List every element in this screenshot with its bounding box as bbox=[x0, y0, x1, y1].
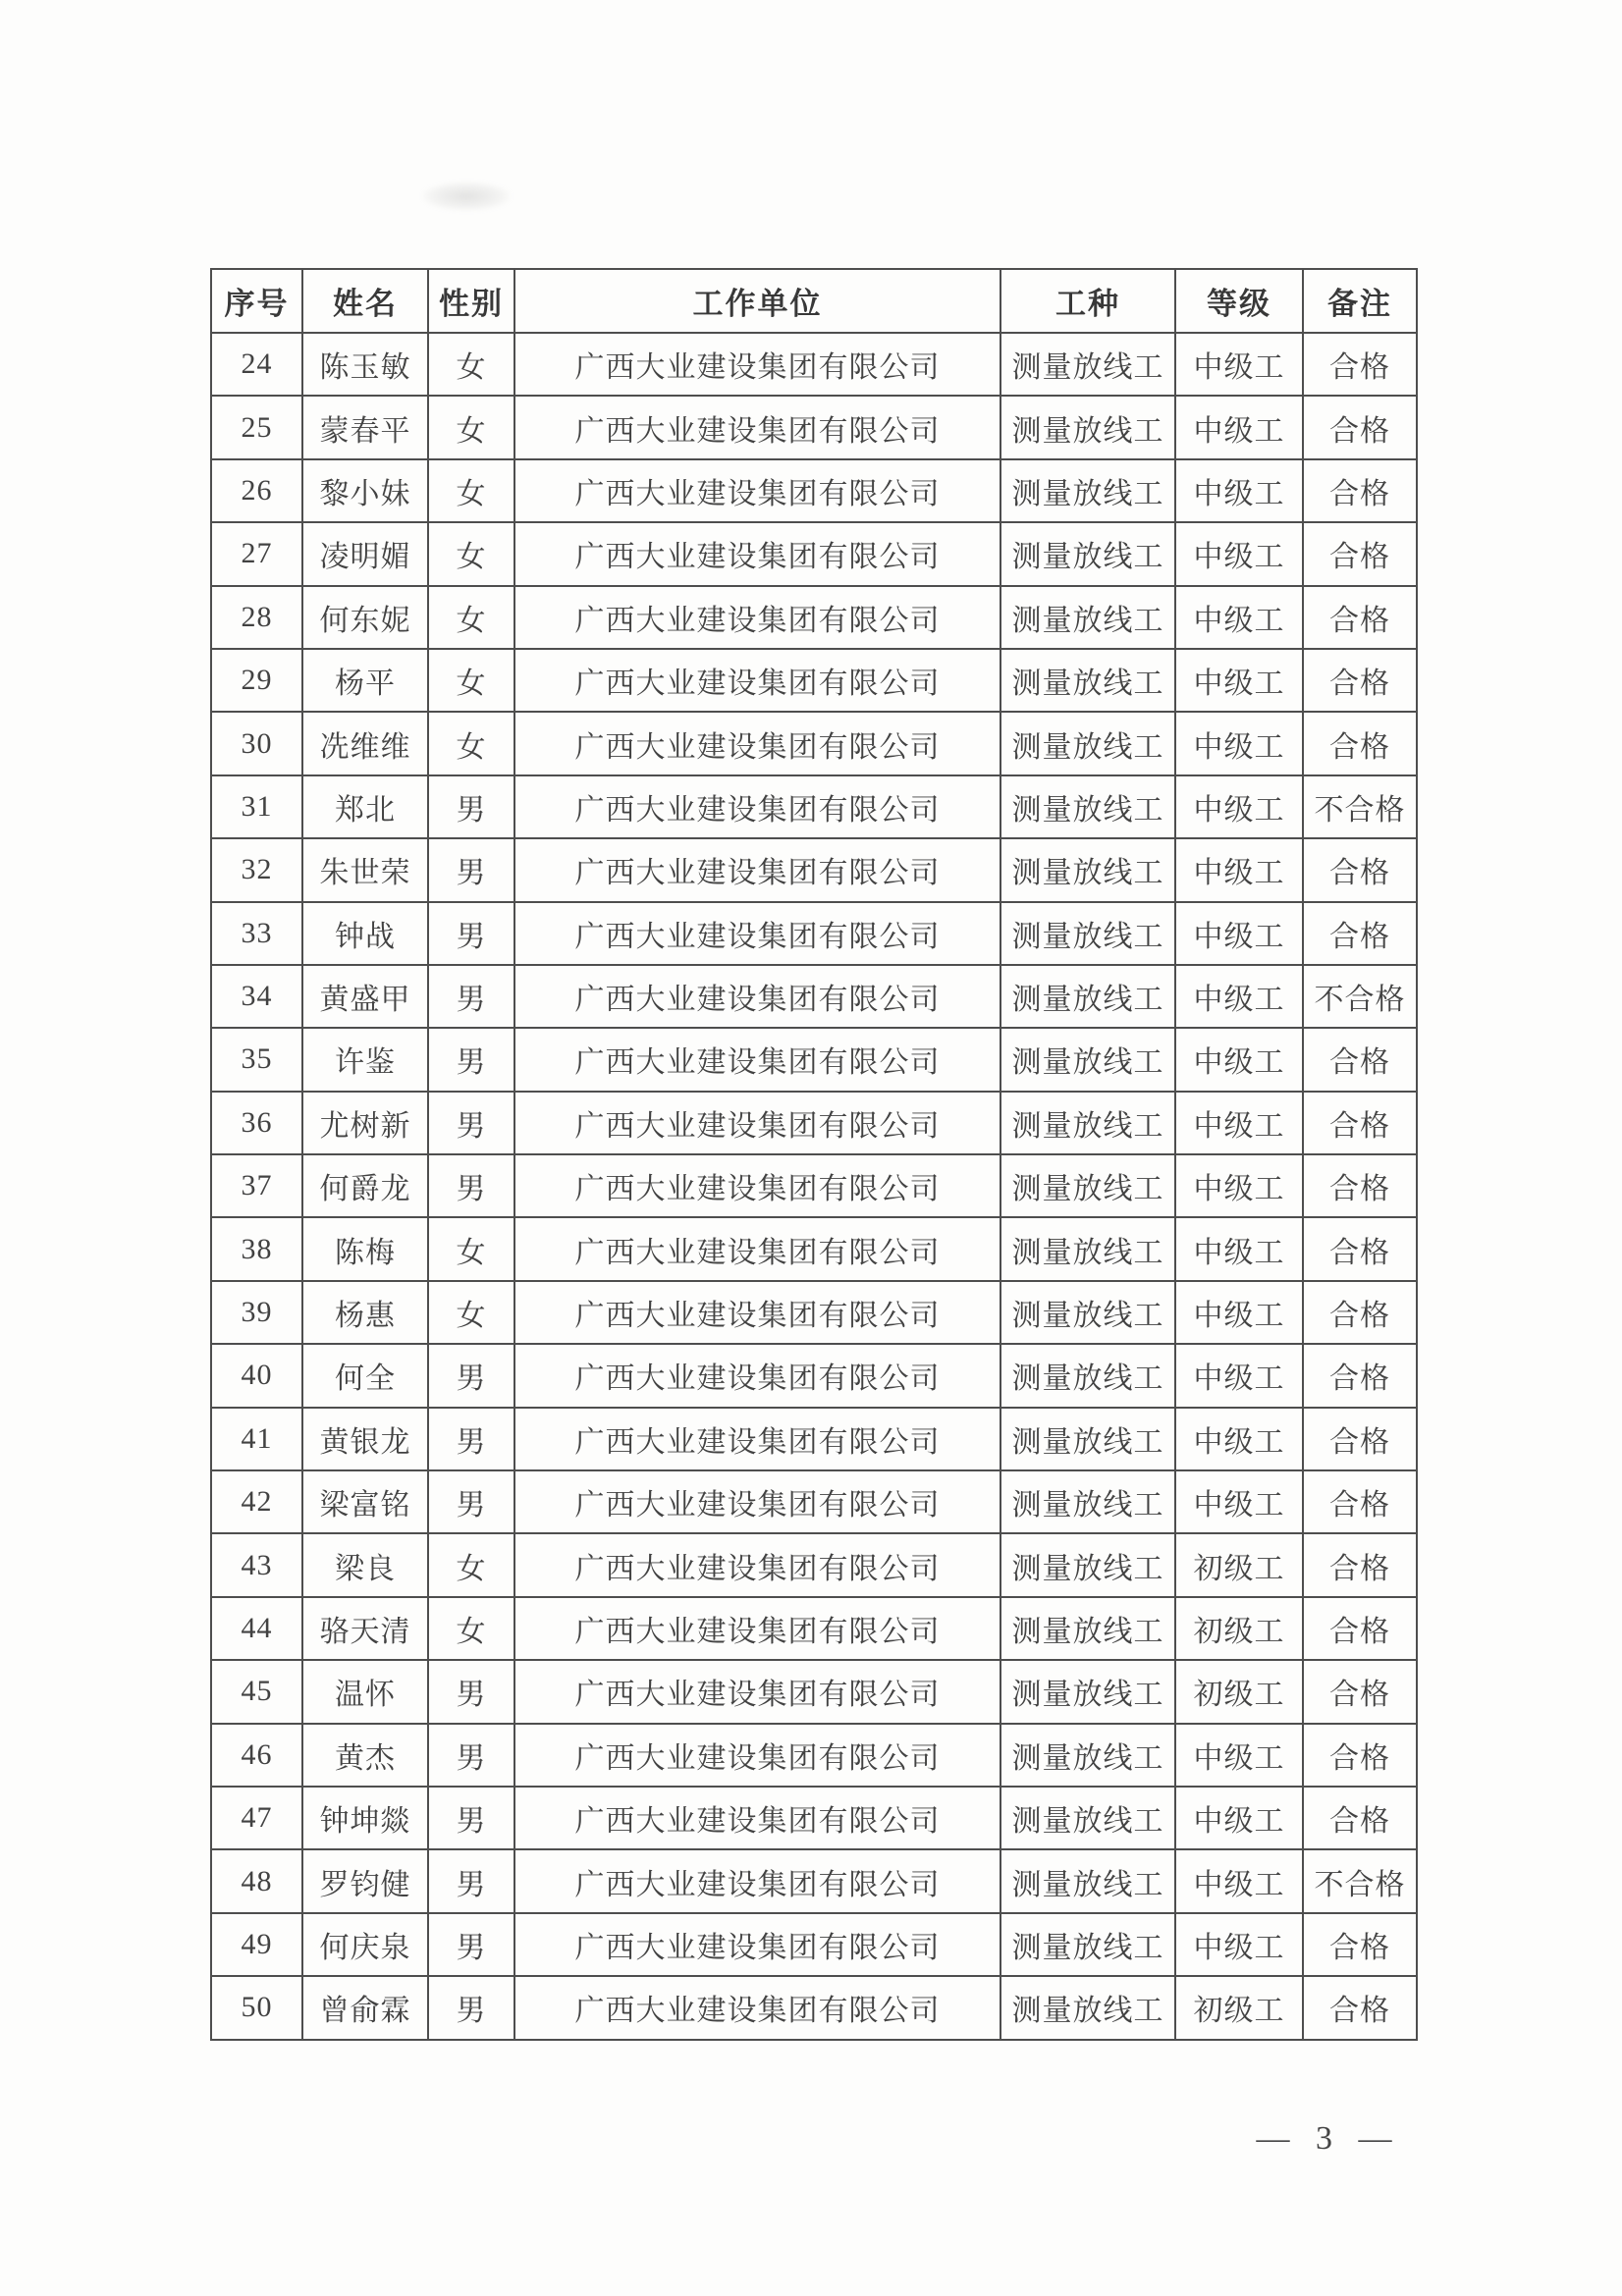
cell-remark: 合格 bbox=[1303, 522, 1417, 585]
cell-gender: 男 bbox=[428, 1787, 514, 1849]
header-serial-number: 序号 bbox=[211, 269, 302, 333]
cell-work-unit: 广西大业建设集团有限公司 bbox=[514, 1217, 1000, 1280]
cell-grade: 中级工 bbox=[1175, 838, 1303, 901]
table-row bbox=[211, 1408, 1417, 1470]
cell-grade: 中级工 bbox=[1175, 1217, 1303, 1280]
cell-remark: 合格 bbox=[1303, 1154, 1417, 1217]
cell-gender: 女 bbox=[428, 586, 514, 649]
cell-gender: 男 bbox=[428, 1660, 514, 1723]
cell-work-unit: 广西大业建设集团有限公司 bbox=[514, 459, 1000, 522]
cell-serial-number: 36 bbox=[211, 1092, 302, 1154]
cell-serial-number: 26 bbox=[211, 459, 302, 522]
cell-serial-number: 49 bbox=[211, 1913, 302, 1976]
cell-serial-number: 38 bbox=[211, 1217, 302, 1280]
cell-work-unit: 广西大业建设集团有限公司 bbox=[514, 1028, 1000, 1091]
cell-remark: 不合格 bbox=[1303, 1849, 1417, 1912]
table-row bbox=[211, 333, 1417, 396]
cell-serial-number: 40 bbox=[211, 1344, 302, 1407]
cell-trade: 测量放线工 bbox=[1000, 1849, 1175, 1912]
cell-name: 钟坤燚 bbox=[302, 1787, 428, 1849]
cell-remark: 合格 bbox=[1303, 1217, 1417, 1280]
table-row bbox=[211, 1154, 1417, 1217]
table-row bbox=[211, 1217, 1417, 1280]
table-row bbox=[211, 775, 1417, 838]
cell-remark: 合格 bbox=[1303, 649, 1417, 712]
cell-name: 何全 bbox=[302, 1344, 428, 1407]
cell-work-unit: 广西大业建设集团有限公司 bbox=[514, 1470, 1000, 1533]
cell-serial-number: 32 bbox=[211, 838, 302, 901]
cell-work-unit: 广西大业建设集团有限公司 bbox=[514, 1597, 1000, 1660]
cell-gender: 女 bbox=[428, 649, 514, 712]
cell-gender: 男 bbox=[428, 1092, 514, 1154]
table-row bbox=[211, 1913, 1417, 1976]
cell-name: 罗钧健 bbox=[302, 1849, 428, 1912]
table-row bbox=[211, 1976, 1417, 2039]
cell-name: 凌明媚 bbox=[302, 522, 428, 585]
table-row bbox=[211, 1597, 1417, 1660]
cell-work-unit: 广西大业建设集团有限公司 bbox=[514, 775, 1000, 838]
cell-remark: 合格 bbox=[1303, 1408, 1417, 1470]
cell-trade: 测量放线工 bbox=[1000, 1344, 1175, 1407]
cell-name: 钟战 bbox=[302, 902, 428, 965]
cell-trade: 测量放线工 bbox=[1000, 1660, 1175, 1723]
cell-trade: 测量放线工 bbox=[1000, 1787, 1175, 1849]
cell-remark: 合格 bbox=[1303, 396, 1417, 458]
cell-grade: 中级工 bbox=[1175, 775, 1303, 838]
cell-name: 梁良 bbox=[302, 1533, 428, 1596]
cell-name: 梁富铭 bbox=[302, 1470, 428, 1533]
table-row bbox=[211, 1470, 1417, 1533]
cell-trade: 测量放线工 bbox=[1000, 396, 1175, 458]
cell-remark: 合格 bbox=[1303, 1470, 1417, 1533]
cell-grade: 初级工 bbox=[1175, 1533, 1303, 1596]
cell-grade: 中级工 bbox=[1175, 1408, 1303, 1470]
table-row bbox=[211, 965, 1417, 1028]
cell-remark: 合格 bbox=[1303, 1787, 1417, 1849]
cell-work-unit: 广西大业建设集团有限公司 bbox=[514, 965, 1000, 1028]
cell-trade: 测量放线工 bbox=[1000, 1597, 1175, 1660]
cell-remark: 合格 bbox=[1303, 1092, 1417, 1154]
cell-trade: 测量放线工 bbox=[1000, 1092, 1175, 1154]
cell-trade: 测量放线工 bbox=[1000, 965, 1175, 1028]
cell-serial-number: 50 bbox=[211, 1976, 302, 2039]
cell-grade: 中级工 bbox=[1175, 1913, 1303, 1976]
cell-grade: 中级工 bbox=[1175, 522, 1303, 585]
cell-name: 黄银龙 bbox=[302, 1408, 428, 1470]
table-row bbox=[211, 649, 1417, 712]
cell-trade: 测量放线工 bbox=[1000, 712, 1175, 774]
cell-name: 何爵龙 bbox=[302, 1154, 428, 1217]
cell-grade: 中级工 bbox=[1175, 1092, 1303, 1154]
cell-trade: 测量放线工 bbox=[1000, 1154, 1175, 1217]
table-row bbox=[211, 586, 1417, 649]
cell-gender: 男 bbox=[428, 1344, 514, 1407]
cell-trade: 测量放线工 bbox=[1000, 522, 1175, 585]
cell-serial-number: 46 bbox=[211, 1724, 302, 1787]
cell-grade: 中级工 bbox=[1175, 712, 1303, 774]
cell-gender: 男 bbox=[428, 1408, 514, 1470]
cell-work-unit: 广西大业建设集团有限公司 bbox=[514, 522, 1000, 585]
cell-serial-number: 37 bbox=[211, 1154, 302, 1217]
cell-work-unit: 广西大业建设集团有限公司 bbox=[514, 333, 1000, 396]
cell-gender: 男 bbox=[428, 1154, 514, 1217]
cell-remark: 不合格 bbox=[1303, 775, 1417, 838]
cell-grade: 中级工 bbox=[1175, 1724, 1303, 1787]
table-row bbox=[211, 838, 1417, 901]
cell-remark: 合格 bbox=[1303, 902, 1417, 965]
cell-gender: 男 bbox=[428, 1470, 514, 1533]
cell-remark: 合格 bbox=[1303, 1028, 1417, 1091]
cell-name: 陈玉敏 bbox=[302, 333, 428, 396]
table-row bbox=[211, 1787, 1417, 1849]
table-row bbox=[211, 1344, 1417, 1407]
table-header bbox=[211, 269, 1417, 333]
cell-grade: 中级工 bbox=[1175, 396, 1303, 458]
cell-name: 杨平 bbox=[302, 649, 428, 712]
cell-gender: 女 bbox=[428, 712, 514, 774]
cell-gender: 女 bbox=[428, 1533, 514, 1596]
cell-trade: 测量放线工 bbox=[1000, 1028, 1175, 1091]
cell-work-unit: 广西大业建设集团有限公司 bbox=[514, 1660, 1000, 1723]
cell-remark: 合格 bbox=[1303, 1597, 1417, 1660]
header-grade: 等级 bbox=[1175, 269, 1303, 333]
cell-trade: 测量放线工 bbox=[1000, 1217, 1175, 1280]
cell-remark: 合格 bbox=[1303, 1281, 1417, 1344]
cell-trade: 测量放线工 bbox=[1000, 838, 1175, 901]
cell-gender: 男 bbox=[428, 902, 514, 965]
scan-smudge bbox=[422, 182, 511, 211]
cell-grade: 中级工 bbox=[1175, 1849, 1303, 1912]
cell-work-unit: 广西大业建设集团有限公司 bbox=[514, 1092, 1000, 1154]
cell-grade: 中级工 bbox=[1175, 1344, 1303, 1407]
cell-remark: 合格 bbox=[1303, 1976, 1417, 2039]
table-row bbox=[211, 1533, 1417, 1596]
cell-gender: 男 bbox=[428, 1849, 514, 1912]
cell-serial-number: 34 bbox=[211, 965, 302, 1028]
cell-serial-number: 29 bbox=[211, 649, 302, 712]
cell-trade: 测量放线工 bbox=[1000, 1281, 1175, 1344]
cell-gender: 男 bbox=[428, 965, 514, 1028]
cell-work-unit: 广西大业建设集团有限公司 bbox=[514, 1787, 1000, 1849]
qualification-roster-table bbox=[210, 268, 1418, 2041]
cell-remark: 合格 bbox=[1303, 333, 1417, 396]
cell-gender: 男 bbox=[428, 1724, 514, 1787]
cell-gender: 女 bbox=[428, 1217, 514, 1280]
table-row bbox=[211, 712, 1417, 774]
cell-name: 冼维维 bbox=[302, 712, 428, 774]
cell-work-unit: 广西大业建设集团有限公司 bbox=[514, 1849, 1000, 1912]
cell-grade: 中级工 bbox=[1175, 1470, 1303, 1533]
cell-trade: 测量放线工 bbox=[1000, 1976, 1175, 2039]
cell-serial-number: 39 bbox=[211, 1281, 302, 1344]
cell-grade: 中级工 bbox=[1175, 333, 1303, 396]
table-row bbox=[211, 1281, 1417, 1344]
table-header-row bbox=[211, 269, 1417, 333]
cell-remark: 不合格 bbox=[1303, 965, 1417, 1028]
cell-trade: 测量放线工 bbox=[1000, 459, 1175, 522]
page-number: — 3 — bbox=[1256, 2120, 1394, 2157]
cell-grade: 中级工 bbox=[1175, 1787, 1303, 1849]
cell-name: 朱世荣 bbox=[302, 838, 428, 901]
table-row bbox=[211, 522, 1417, 585]
cell-serial-number: 42 bbox=[211, 1470, 302, 1533]
cell-trade: 测量放线工 bbox=[1000, 1533, 1175, 1596]
table-row bbox=[211, 396, 1417, 458]
table-row bbox=[211, 902, 1417, 965]
header-trade: 工种 bbox=[1000, 269, 1175, 333]
cell-remark: 合格 bbox=[1303, 1533, 1417, 1596]
cell-gender: 女 bbox=[428, 1281, 514, 1344]
cell-trade: 测量放线工 bbox=[1000, 1724, 1175, 1787]
cell-gender: 女 bbox=[428, 459, 514, 522]
cell-serial-number: 25 bbox=[211, 396, 302, 458]
cell-grade: 中级工 bbox=[1175, 586, 1303, 649]
cell-serial-number: 44 bbox=[211, 1597, 302, 1660]
cell-serial-number: 24 bbox=[211, 333, 302, 396]
cell-trade: 测量放线工 bbox=[1000, 649, 1175, 712]
cell-work-unit: 广西大业建设集团有限公司 bbox=[514, 396, 1000, 458]
cell-work-unit: 广西大业建设集团有限公司 bbox=[514, 586, 1000, 649]
cell-serial-number: 48 bbox=[211, 1849, 302, 1912]
cell-grade: 中级工 bbox=[1175, 1281, 1303, 1344]
cell-work-unit: 广西大业建设集团有限公司 bbox=[514, 712, 1000, 774]
cell-serial-number: 41 bbox=[211, 1408, 302, 1470]
cell-serial-number: 47 bbox=[211, 1787, 302, 1849]
cell-serial-number: 28 bbox=[211, 586, 302, 649]
cell-name: 何东妮 bbox=[302, 586, 428, 649]
cell-remark: 合格 bbox=[1303, 712, 1417, 774]
cell-trade: 测量放线工 bbox=[1000, 1408, 1175, 1470]
cell-name: 骆天清 bbox=[302, 1597, 428, 1660]
cell-grade: 初级工 bbox=[1175, 1597, 1303, 1660]
cell-trade: 测量放线工 bbox=[1000, 333, 1175, 396]
cell-serial-number: 43 bbox=[211, 1533, 302, 1596]
cell-serial-number: 31 bbox=[211, 775, 302, 838]
table-row bbox=[211, 1092, 1417, 1154]
cell-work-unit: 广西大业建设集团有限公司 bbox=[514, 1533, 1000, 1596]
cell-serial-number: 27 bbox=[211, 522, 302, 585]
header-name: 姓名 bbox=[302, 269, 428, 333]
cell-gender: 男 bbox=[428, 838, 514, 901]
cell-trade: 测量放线工 bbox=[1000, 586, 1175, 649]
cell-work-unit: 广西大业建设集团有限公司 bbox=[514, 838, 1000, 901]
cell-trade: 测量放线工 bbox=[1000, 902, 1175, 965]
cell-gender: 女 bbox=[428, 1597, 514, 1660]
cell-work-unit: 广西大业建设集团有限公司 bbox=[514, 649, 1000, 712]
cell-work-unit: 广西大业建设集团有限公司 bbox=[514, 1408, 1000, 1470]
cell-name: 温怀 bbox=[302, 1660, 428, 1723]
table-body bbox=[211, 333, 1417, 2040]
cell-name: 郑北 bbox=[302, 775, 428, 838]
cell-grade: 中级工 bbox=[1175, 1154, 1303, 1217]
cell-work-unit: 广西大业建设集团有限公司 bbox=[514, 1344, 1000, 1407]
cell-remark: 合格 bbox=[1303, 1344, 1417, 1407]
cell-name: 黄杰 bbox=[302, 1724, 428, 1787]
cell-gender: 女 bbox=[428, 522, 514, 585]
cell-work-unit: 广西大业建设集团有限公司 bbox=[514, 1913, 1000, 1976]
cell-work-unit: 广西大业建设集团有限公司 bbox=[514, 1154, 1000, 1217]
cell-name: 尤树新 bbox=[302, 1092, 428, 1154]
table-row bbox=[211, 1660, 1417, 1723]
cell-grade: 中级工 bbox=[1175, 1028, 1303, 1091]
table-row bbox=[211, 459, 1417, 522]
table-row bbox=[211, 1028, 1417, 1091]
cell-remark: 合格 bbox=[1303, 1913, 1417, 1976]
cell-name: 杨惠 bbox=[302, 1281, 428, 1344]
header-work-unit: 工作单位 bbox=[514, 269, 1000, 333]
table-row bbox=[211, 1849, 1417, 1912]
cell-work-unit: 广西大业建设集团有限公司 bbox=[514, 902, 1000, 965]
table-row bbox=[211, 1724, 1417, 1787]
cell-name: 蒙春平 bbox=[302, 396, 428, 458]
cell-remark: 合格 bbox=[1303, 459, 1417, 522]
cell-grade: 中级工 bbox=[1175, 459, 1303, 522]
cell-work-unit: 广西大业建设集团有限公司 bbox=[514, 1724, 1000, 1787]
cell-gender: 男 bbox=[428, 1028, 514, 1091]
cell-name: 黄盛甲 bbox=[302, 965, 428, 1028]
cell-grade: 中级工 bbox=[1175, 965, 1303, 1028]
cell-name: 许鉴 bbox=[302, 1028, 428, 1091]
cell-serial-number: 30 bbox=[211, 712, 302, 774]
cell-grade: 中级工 bbox=[1175, 902, 1303, 965]
header-remark: 备注 bbox=[1303, 269, 1417, 333]
cell-remark: 合格 bbox=[1303, 1660, 1417, 1723]
cell-grade: 初级工 bbox=[1175, 1660, 1303, 1723]
cell-trade: 测量放线工 bbox=[1000, 1470, 1175, 1533]
cell-work-unit: 广西大业建设集团有限公司 bbox=[514, 1281, 1000, 1344]
cell-name: 陈梅 bbox=[302, 1217, 428, 1280]
cell-serial-number: 33 bbox=[211, 902, 302, 965]
cell-gender: 男 bbox=[428, 1976, 514, 2039]
cell-serial-number: 45 bbox=[211, 1660, 302, 1723]
cell-serial-number: 35 bbox=[211, 1028, 302, 1091]
cell-trade: 测量放线工 bbox=[1000, 1913, 1175, 1976]
cell-gender: 女 bbox=[428, 333, 514, 396]
cell-grade: 中级工 bbox=[1175, 649, 1303, 712]
cell-remark: 合格 bbox=[1303, 1724, 1417, 1787]
cell-grade: 初级工 bbox=[1175, 1976, 1303, 2039]
cell-gender: 女 bbox=[428, 396, 514, 458]
header-gender: 性别 bbox=[428, 269, 514, 333]
cell-name: 曾俞霖 bbox=[302, 1976, 428, 2039]
cell-remark: 合格 bbox=[1303, 586, 1417, 649]
cell-gender: 男 bbox=[428, 1913, 514, 1976]
cell-name: 何庆泉 bbox=[302, 1913, 428, 1976]
cell-work-unit: 广西大业建设集团有限公司 bbox=[514, 1976, 1000, 2039]
cell-remark: 合格 bbox=[1303, 838, 1417, 901]
cell-name: 黎小妹 bbox=[302, 459, 428, 522]
cell-trade: 测量放线工 bbox=[1000, 775, 1175, 838]
cell-gender: 男 bbox=[428, 775, 514, 838]
